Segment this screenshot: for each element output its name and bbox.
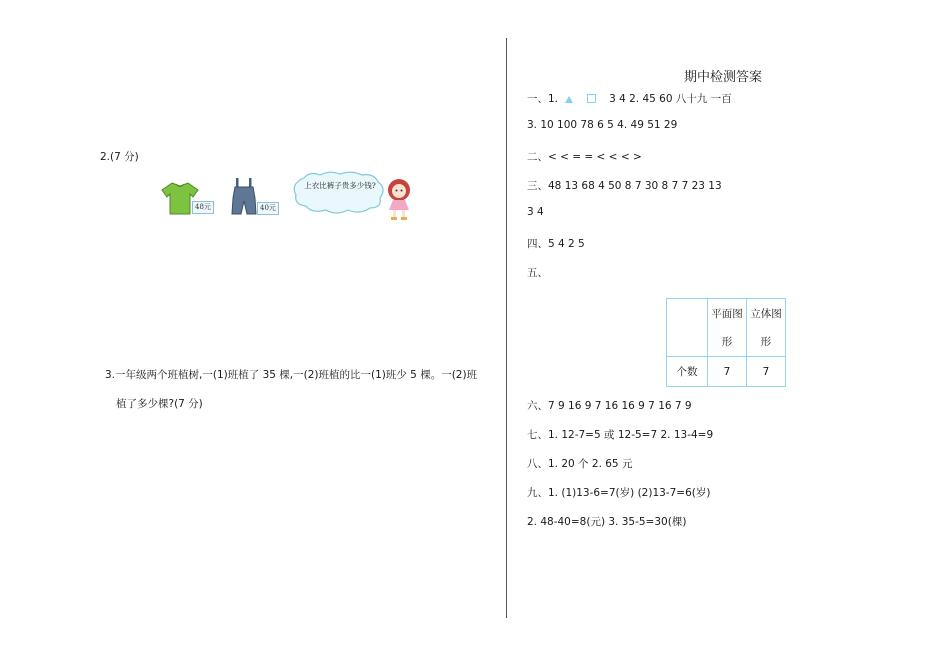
question-3-line-1: 3.一年级两个班植树,一(1)班植了 35 棵,一(2)班植的比一(1)班少 5 棵。一(2)班: [105, 369, 478, 381]
answer-2: 二、< < = = < < < >: [527, 151, 642, 163]
table-corner-cell: [667, 299, 708, 357]
table-header-solid: 立体图 形: [747, 299, 786, 357]
answer-title: 期中检测答案: [684, 70, 763, 85]
answer-4: 四、5 4 2 5: [527, 238, 585, 250]
bubble-text: 上衣比裤子贵多少钱?: [304, 181, 376, 190]
answer-5-table: [666, 298, 786, 387]
table-value-solid: 7: [747, 357, 786, 387]
table-header-plane: 平面图 形: [708, 299, 747, 357]
answer-3b: 3 4: [527, 206, 544, 218]
answer-5: 五、: [527, 267, 548, 279]
answer-6: 六、7 9 16 9 7 16 16 9 7 16 7 9: [527, 400, 692, 412]
answer-1: [527, 91, 732, 106]
pants-price-tag: 40元: [257, 202, 279, 215]
question-3-line-2: 植了多少棵?(7 分): [116, 398, 203, 410]
question-2-label: 2.(7 分): [100, 151, 139, 163]
table-row-label: 个数: [667, 357, 708, 387]
square-icon: [587, 94, 596, 103]
answer-1b: 3. 10 100 78 6 5 4. 49 51 29: [527, 119, 678, 131]
answer-1-prefix: 一、1.: [527, 93, 559, 105]
column-divider: [506, 38, 507, 618]
answer-9: 九、1. (1)13-6=7(岁) (2)13-7=6(岁): [527, 487, 711, 499]
answer-7: 七、1. 12-7=5 或 12-5=7 2. 13-4=9: [527, 429, 714, 441]
table-value-plane: 7: [708, 357, 747, 387]
shirt-price-tag: 48元: [192, 201, 214, 214]
overalls-illustration: [228, 176, 260, 218]
answer-8: 八、1. 20 个 2. 65 元: [527, 458, 633, 470]
speech-bubble: [290, 170, 388, 216]
triangle-icon: [565, 96, 573, 103]
girl-illustration: [384, 176, 416, 222]
answer-1-rest: 3 4 2. 45 60 八十九 一百: [609, 93, 732, 105]
answer-3: 三、48 13 68 4 50 8 7 30 8 7 7 23 13: [527, 180, 722, 192]
answer-9b: 2. 48-40=8(元) 3. 35-5=30(棵): [527, 516, 687, 528]
